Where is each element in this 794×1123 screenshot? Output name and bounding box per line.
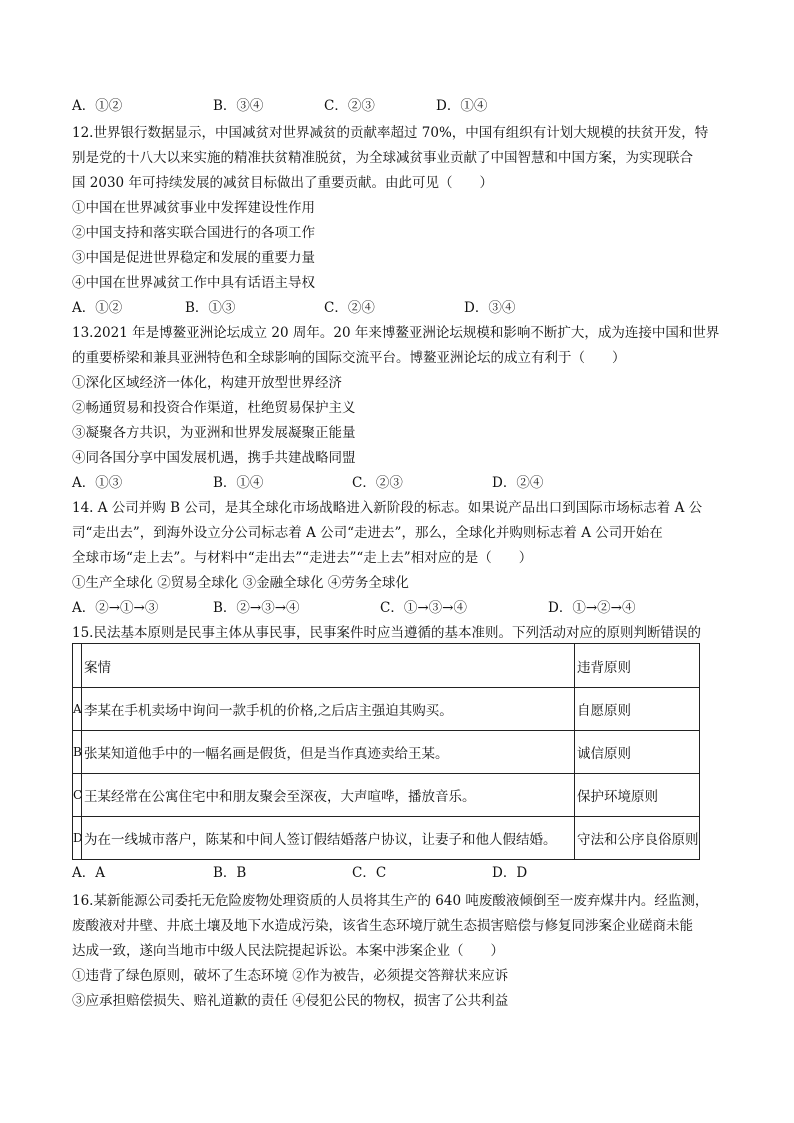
q16-stem-line: 达成一致，遂向当地市中级人民法院提起诉讼。本案中涉案企业（ ） xyxy=(72,943,504,959)
q12-option-b: B．①③ xyxy=(185,300,236,316)
row-letter: C xyxy=(73,774,82,817)
q13-item-1: ①深化区域经济一体化，构建开放型世界经济 xyxy=(72,375,342,391)
q12-item-4: ④中国在世界减贫工作中具有话语主导权 xyxy=(72,275,315,291)
q13-stem-line: 的重要桥梁和兼具亚洲特色和全球影响的国际交流平台。博鳌亚洲论坛的成立有利于（ ） xyxy=(72,350,626,366)
q15-option-c: C．C xyxy=(352,865,387,881)
case-cell: 王某经常在公寓住宅中和朋友聚会至深夜，大声喧哗，播放音乐。 xyxy=(82,774,575,817)
q12-stem-line: 国 2030 年可持续发展的减贫目标做出了重要贡献。由此可见（ ） xyxy=(72,175,493,191)
table-header-row xyxy=(73,644,700,688)
q14-stem-line: 14. A 公司并购 B 公司，是其全球化市场战略进入新阶段的标志。如果说产品出口到国际市场标志着 A 公 xyxy=(72,500,703,516)
principle-cell: 诚信原则 xyxy=(575,731,700,774)
q14-stem-line: 司“走出去”，到海外设立分公司标志着 A 公司“走进去”，那么，全球化并购则标志着 A 公司开始在 xyxy=(72,525,663,541)
q12-option-d: D．③④ xyxy=(464,300,516,316)
q11-option-a: A．①② xyxy=(72,98,123,114)
row-letter: A xyxy=(73,688,82,731)
q16-items-line: ①违背了绿色原则，破坏了生态环境 ②作为被告，必须提交答辩状来应诉 xyxy=(72,968,509,984)
q14-stem-line: 全球市场“走上去”。与材料中“走出去”“走进去”“走上去”相对应的是（ ） xyxy=(72,550,533,566)
q13-stem-line: 13.2021 年是博鳌亚洲论坛成立 20 周年。20 年来博鳌亚洲论坛规模和影响不断扩大，成为连接中国和世界 xyxy=(72,325,720,341)
q12-item-2: ②中国支持和落实联合国进行的各项工作 xyxy=(72,225,315,241)
table-row xyxy=(73,817,700,860)
q12-item-3: ③中国是促进世界稳定和发展的重要力量 xyxy=(72,250,315,266)
q12-item-1: ①中国在世界减贫事业中发挥建设性作用 xyxy=(72,200,315,216)
q13-option-d: D．②④ xyxy=(492,475,544,491)
q13-item-2: ②畅通贸易和投资合作渠道，杜绝贸易保护主义 xyxy=(72,400,356,416)
q16-stem-line: 废酸液对井壁、井底土壤及地下水造成污染，该省生态环境厅就生态损害赔偿与修复同涉案企业磋商未能 xyxy=(72,918,693,934)
table-row xyxy=(73,731,700,774)
table-row xyxy=(73,774,700,817)
q15-table xyxy=(72,643,700,860)
row-letter: D xyxy=(73,817,82,860)
table-row xyxy=(73,688,700,731)
q14-option-d: D．①→②→④ xyxy=(548,600,636,616)
q11-option-c: C．②③ xyxy=(324,98,375,114)
q12-option-c: C．②④ xyxy=(324,300,375,316)
q14-option-b: B．②→③→④ xyxy=(213,600,300,616)
table-header-cell xyxy=(73,644,82,688)
q16-stem-line: 16.某新能源公司委托无危险废物处理资质的人员将其生产的 640 吨废酸液倾倒至一废弃煤井内。经监测， xyxy=(72,893,709,909)
principle-cell: 自愿原则 xyxy=(575,688,700,731)
q15-stem: 15.民法基本原则是民事主体从事民事，民事案件时应当遵循的基本准则。下列活动对应的原则判断错误的 xyxy=(72,625,701,641)
q11-option-d: D．①④ xyxy=(436,98,488,114)
q14-option-c: C．①→③→④ xyxy=(380,600,467,616)
q14-items: ①生产全球化 ②贸易全球化 ③金融全球化 ④劳务全球化 xyxy=(72,575,409,591)
case-cell: 为在一线城市落户，陈某和中间人签订假结婚落户协议，让妻子和他人假结婚。 xyxy=(82,817,575,860)
q13-item-4: ④同各国分享中国发展机遇，携手共建战略同盟 xyxy=(72,450,356,466)
table-header-cell: 案情 xyxy=(82,644,575,688)
q13-option-b: B．①④ xyxy=(213,475,264,491)
q15-option-d: D．D xyxy=(492,865,528,881)
q15-option-a: A．A xyxy=(72,865,105,881)
case-cell: 李某在手机卖场中询问一款手机的价格,之后店主强迫其购买。 xyxy=(82,688,575,731)
principle-cell: 保护环境原则 xyxy=(575,774,700,817)
q11-option-b: B．③④ xyxy=(213,98,264,114)
q13-option-c: C．②③ xyxy=(352,475,403,491)
table-header-cell: 违背原则 xyxy=(575,644,700,688)
q12-stem-line: 别是党的十八大以来实施的精准扶贫精准脱贫，为全球减贫事业贡献了中国智慧和中国方案，为实现联合 xyxy=(72,150,693,166)
case-cell: 张某知道他手中的一幅名画是假货，但是当作真迹卖给王某。 xyxy=(82,731,575,774)
principle-cell: 守法和公序良俗原则 xyxy=(575,817,700,860)
q14-option-a: A．②→①→③ xyxy=(72,600,159,616)
q16-items-line: ③应承担赔偿损失、赔礼道歉的责任 ④侵犯公民的物权，损害了公共利益 xyxy=(72,993,509,1009)
q13-option-a: A．①③ xyxy=(72,475,123,491)
row-letter: B xyxy=(73,731,82,774)
q12-option-a: A．①② xyxy=(72,300,123,316)
q15-option-b: B．B xyxy=(213,865,247,881)
q13-item-3: ③凝聚各方共识，为亚洲和世界发展凝聚正能量 xyxy=(72,425,356,441)
q12-stem-line: 12.世界银行数据显示，中国减贫对世界减贫的贡献率超过 70%，中国有组织有计划大规模的扶贫开发，特 xyxy=(72,125,709,141)
